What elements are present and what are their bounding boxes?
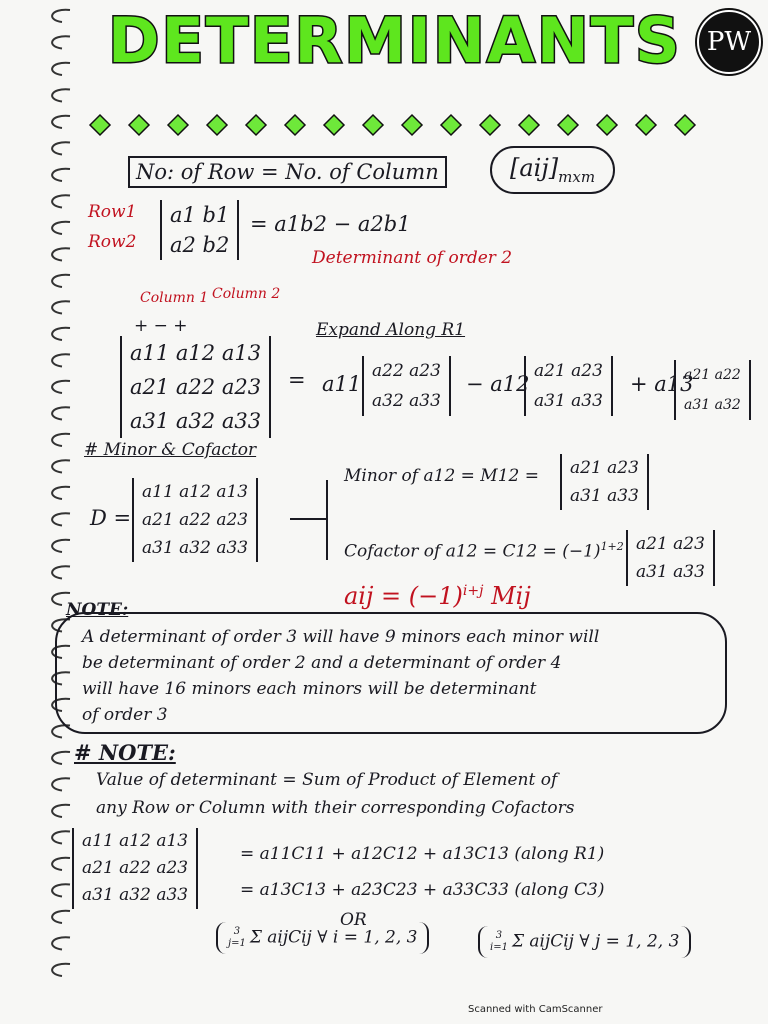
matrix-notation — [490, 146, 615, 194]
sum2-limits — [490, 930, 508, 954]
term1-row1: a22 a23 — [372, 361, 441, 381]
minor-row1: a11 a12 a13 — [142, 482, 249, 502]
diamond-shape — [675, 115, 695, 135]
note1-body — [82, 624, 599, 728]
coil-ring — [52, 805, 70, 817]
coil-ring — [52, 354, 70, 366]
order3-row1: a11 a12 a13 — [130, 341, 262, 365]
note2-matrix — [72, 828, 198, 909]
diamond-border-decoration — [80, 110, 720, 140]
D-equals: D = — [90, 506, 132, 530]
coil-ring — [52, 831, 70, 843]
determinant-order2-label: Determinant of order 2 — [312, 248, 513, 268]
order2-result: = a1b2 − a2b1 — [250, 212, 411, 236]
diamond-shape — [168, 115, 188, 135]
minor-cofactor-heading: # Minor & Cofactor — [84, 440, 257, 460]
bracket-stem — [290, 518, 326, 520]
order2-row2: a2 b2 — [170, 233, 230, 257]
sum-over-i — [478, 926, 691, 958]
term2-row2: a31 a33 — [534, 391, 603, 411]
note1-label: NOTE: — [66, 600, 129, 620]
row-equals-column: No: of Row = No. of Column — [128, 156, 447, 188]
diamond-shape — [558, 115, 578, 135]
column1-label: Column 1 — [140, 290, 209, 306]
minor-sub-row2: a31 a33 — [570, 486, 639, 506]
coil-ring — [52, 36, 70, 48]
sum2-upper: 3 — [495, 930, 503, 941]
coil-ring — [52, 381, 70, 393]
expansion-along-c3: = a13C13 + a23C23 + a33C33 (along C3) — [240, 880, 605, 900]
coil-ring — [52, 487, 70, 499]
sum1-limits — [228, 926, 246, 950]
term1-coef: a11 — [322, 372, 362, 396]
coil-ring — [52, 248, 70, 260]
matrix-aij: [aij] — [510, 154, 559, 182]
term1-row2: a32 a33 — [372, 391, 441, 411]
pw-logo: PW — [697, 10, 761, 74]
cofactor-signs: + − + — [134, 316, 188, 336]
diamond-shape — [597, 115, 617, 135]
coil-ring — [52, 460, 70, 472]
formula-main: aij = (−1) — [344, 582, 463, 610]
term3-minor — [674, 360, 751, 420]
coil-ring — [52, 63, 70, 75]
cofactor-text-main: Cofactor of a12 = C12 = (−1) — [344, 541, 601, 562]
row1-label: Row1 — [88, 202, 137, 222]
page-title: DETERMINANTS — [108, 4, 682, 77]
order3-row2: a21 a22 a23 — [130, 375, 262, 399]
cofactor-formula — [344, 582, 531, 610]
diamond-shape — [441, 115, 461, 135]
diamond-shape — [636, 115, 656, 135]
diamond-shape — [285, 115, 305, 135]
cofactor-sub-row2: a31 a33 — [636, 562, 705, 582]
coil-ring — [52, 195, 70, 207]
coil-ring — [52, 328, 70, 340]
note1-line1: A determinant of order 3 will have 9 minors each minor will — [82, 627, 600, 647]
note1-line4: of order 3 — [82, 705, 168, 725]
minor-matrix — [132, 478, 258, 562]
sum-over-j — [216, 922, 429, 954]
coil-ring — [52, 884, 70, 896]
term1-minor — [362, 356, 451, 416]
note2-label: # NOTE: — [74, 740, 176, 765]
diamond-shape — [363, 115, 383, 135]
formula-tail: Mij — [491, 582, 531, 610]
coil-ring — [52, 407, 70, 419]
coil-ring — [52, 10, 70, 22]
sum2-lower: i=1 — [490, 942, 508, 953]
minor-row3: a31 a32 a33 — [142, 538, 249, 558]
term3-coef: + a13 — [630, 372, 694, 396]
coil-ring — [52, 89, 70, 101]
coil-ring — [52, 275, 70, 287]
diamond-shape — [519, 115, 539, 135]
cofactor-text — [344, 540, 624, 562]
column2-label: Column 2 — [212, 286, 281, 302]
coil-ring — [52, 858, 70, 870]
cofactor-sub-matrix — [626, 530, 715, 586]
sum1-upper: 3 — [233, 926, 241, 937]
scanner-watermark: Scanned with CamScanner — [468, 1004, 603, 1015]
or-label: OR — [340, 910, 367, 930]
coil-ring — [52, 566, 70, 578]
coil-ring — [52, 116, 70, 128]
diamond-shape — [90, 115, 110, 135]
coil-ring — [52, 142, 70, 154]
order3-row3: a31 a32 a33 — [130, 409, 262, 433]
coil-ring — [52, 540, 70, 552]
cofactor-exponent: 1+2 — [600, 540, 624, 553]
coil-ring — [52, 513, 70, 525]
coil-ring — [52, 937, 70, 949]
term2-row1: a21 a23 — [534, 361, 603, 381]
minor-sub-matrix — [560, 454, 649, 510]
coil-ring — [52, 911, 70, 923]
term3-row2: a31 a32 — [684, 397, 741, 413]
note2-line2: any Row or Column with their corresponding Cofactors — [96, 798, 575, 818]
coil-ring — [52, 434, 70, 446]
note1-line2: be determinant of order 2 and a determinant of order 4 — [82, 653, 562, 673]
order2-row1: a1 b1 — [170, 203, 230, 227]
diamond-shape — [324, 115, 344, 135]
note2-row1: a11 a12 a13 — [82, 831, 189, 851]
order3-equals: = — [288, 368, 306, 392]
order2-matrix — [160, 200, 239, 260]
term2-minor — [524, 356, 613, 416]
diamond-shape — [207, 115, 227, 135]
term2-coef: − a12 — [466, 372, 530, 396]
note2-row2: a21 a22 a23 — [82, 858, 189, 878]
matrix-subscript: mxm — [558, 167, 596, 186]
coil-ring — [52, 169, 70, 181]
coil-ring — [52, 778, 70, 790]
coil-ring — [52, 752, 70, 764]
diamond-shape — [480, 115, 500, 135]
minor-sub-row1: a21 a23 — [570, 458, 639, 478]
expand-along-r1: Expand Along R1 — [316, 320, 466, 340]
coil-ring — [52, 222, 70, 234]
minor-row2: a21 a22 a23 — [142, 510, 249, 530]
sum1-text: Σ aijCij ∀ i = 1, 2, 3 — [249, 927, 418, 948]
expansion-along-r1: = a11C11 + a12C12 + a13C13 (along R1) — [240, 844, 605, 864]
diamond-shape — [402, 115, 422, 135]
term3-row1: a21 a22 — [684, 367, 741, 383]
diamond-shape — [246, 115, 266, 135]
order3-matrix — [120, 336, 271, 438]
sum2-text: Σ aijCij ∀ j = 1, 2, 3 — [511, 931, 680, 952]
bracket-vertical — [326, 480, 328, 560]
note1-line3: will have 16 minors each minors will be determinant — [82, 679, 537, 699]
minor-text: Minor of a12 = M12 = — [344, 466, 539, 486]
row2-label: Row2 — [88, 232, 137, 252]
cofactor-sub-row1: a21 a23 — [636, 534, 705, 554]
sum1-lower: j=1 — [228, 938, 246, 949]
coil-ring — [52, 964, 70, 976]
note2-line1: Value of determinant = Sum of Product of Element of — [96, 770, 558, 790]
diamond-shape — [129, 115, 149, 135]
formula-exponent: i+j — [462, 583, 484, 599]
note2-body — [96, 766, 574, 822]
note2-row3: a31 a32 a33 — [82, 885, 189, 905]
coil-ring — [52, 301, 70, 313]
